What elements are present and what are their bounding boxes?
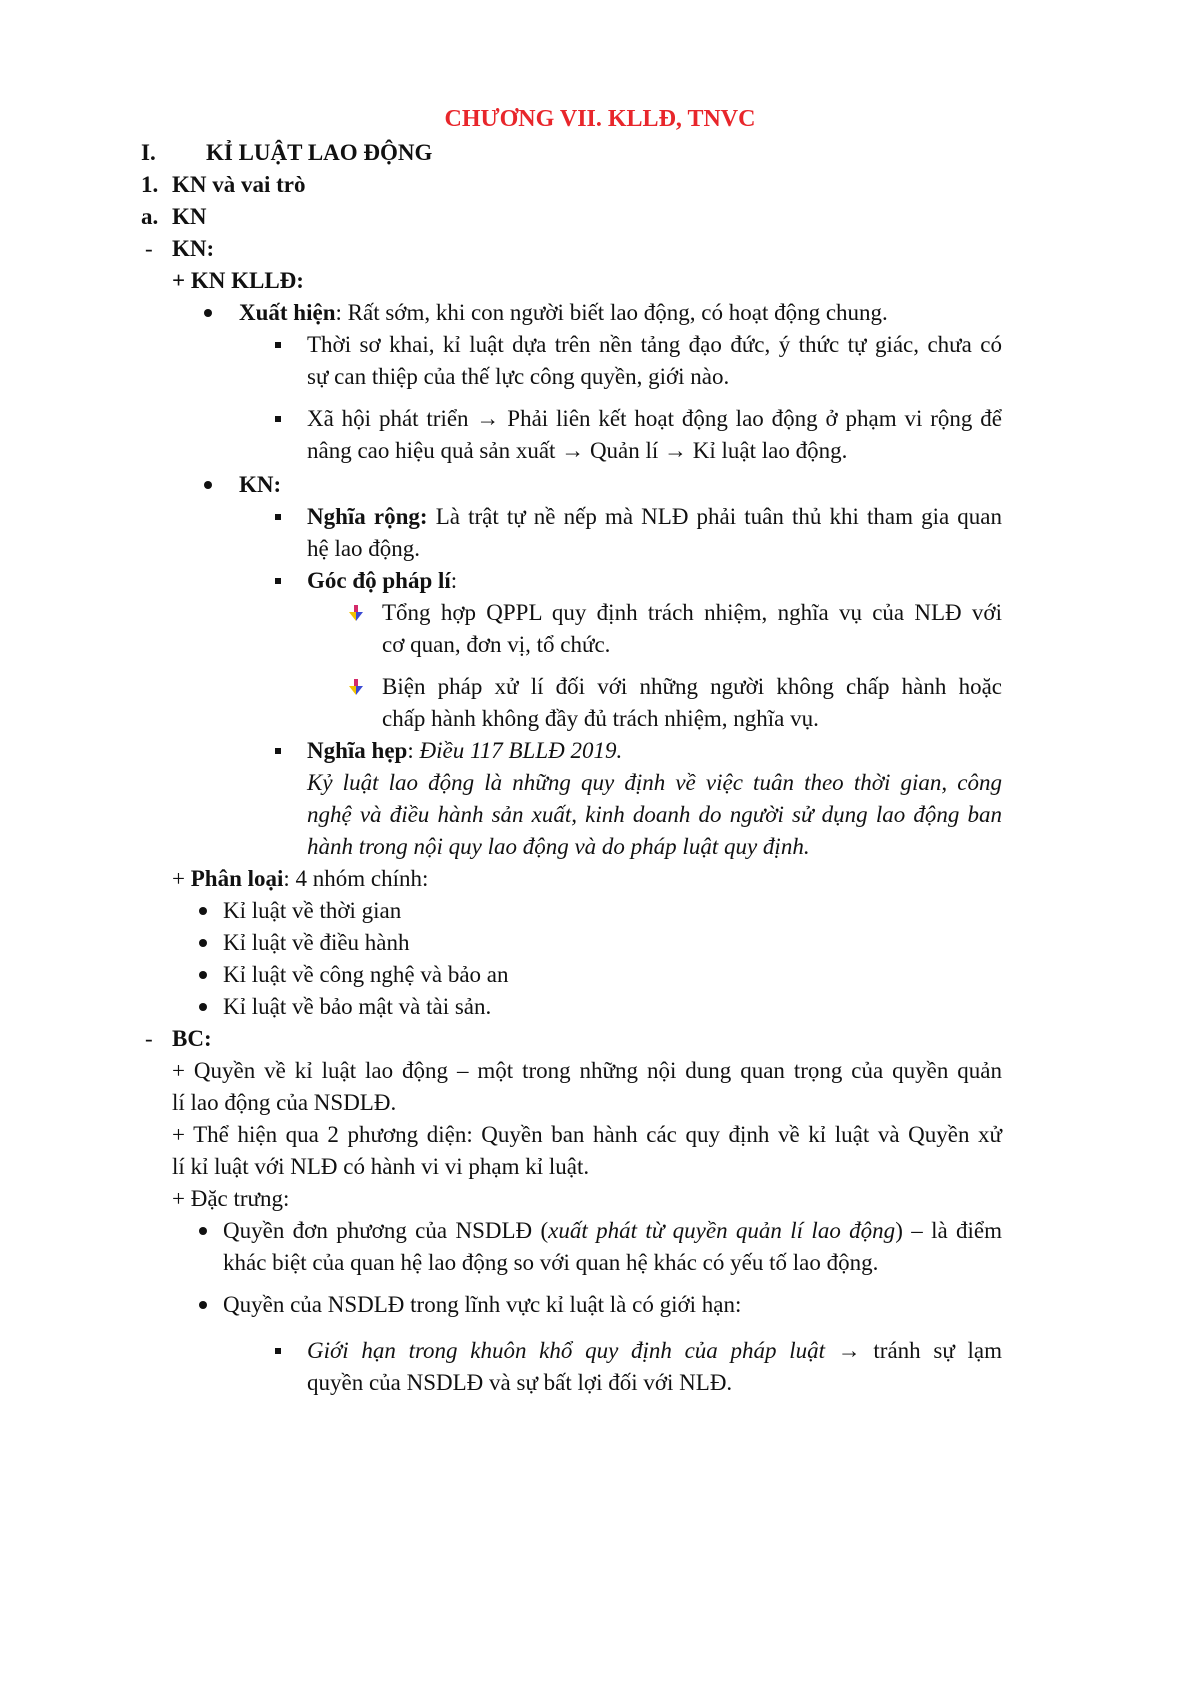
plus-marker: + [172, 866, 191, 891]
list-item: Kỉ luật về bảo mật và tài sản. [223, 994, 492, 1019]
subheading-text: KN [172, 204, 207, 229]
heading-text: KN và vai trò [172, 172, 306, 197]
square-bullet-icon [275, 342, 281, 348]
square-bullet-icon [275, 514, 281, 520]
kn-sub-label: KN: [239, 472, 282, 497]
disc-bullet-icon [199, 971, 207, 979]
paragraph-line: Xã hội phát triển → Phải liên kết hoạt động lao động ở phạm vi rộng để [307, 406, 1002, 431]
list-item: Kỉ luật về công nghệ và bảo an [223, 962, 509, 987]
nghia-hep-reference: Điều 117 BLLĐ 2019. [419, 738, 623, 763]
paragraph-line: cơ quan, đơn vị, tổ chức. [382, 632, 611, 657]
nghia-hep-line [307, 736, 622, 766]
nghia-hep-colon: : [407, 738, 420, 763]
dac-trung-line [223, 1216, 1002, 1246]
gioi-han-line [307, 1336, 1002, 1366]
nghia-rong-line [307, 502, 1002, 532]
arrow-down-bullet-icon [348, 604, 364, 622]
section-number: I. [141, 140, 156, 165]
list-item: Kỉ luật về thời gian [223, 898, 402, 923]
paragraph-line: nâng cao hiệu quả sản xuất → Quản lí → Kỉ luật lao động. [307, 438, 848, 463]
disc-bullet-icon [204, 309, 212, 317]
section-title: KỈ LUẬT LAO ĐỘNG [206, 140, 433, 165]
subheading-letter: a. [141, 204, 159, 229]
phan-loai-line [172, 864, 428, 894]
paragraph-line: sự can thiệp của thế lực công quyền, giới nào. [307, 364, 730, 389]
dash-marker: - [145, 236, 153, 261]
phan-loai-text: : 4 nhóm chính: [283, 866, 429, 891]
quote-line: hành trong nội quy lao động và do pháp luật quy định. [307, 834, 810, 859]
list-item: Kỉ luật về điều hành [223, 930, 410, 955]
kn-label: KN: [172, 236, 215, 261]
xuat-hien-line [239, 298, 888, 328]
paragraph-line: hệ lao động. [307, 536, 421, 561]
paragraph-line: + Thể hiện qua 2 phương diện: Quyền ban hành các quy định về kỉ luật và Quyền xử [172, 1122, 1002, 1147]
paragraph-line: chấp hành không đầy đủ trách nhiệm, nghĩa vụ. [382, 706, 819, 731]
gioi-han-text: → tránh sự lạm [825, 1338, 1002, 1363]
paragraph-line: Thời sơ khai, kỉ luật dựa trên nền tảng đạo đức, ý thức tự giác, chưa có [307, 332, 1002, 357]
paragraph-line: + Quyền về kỉ luật lao động – một trong những nội dung quan trọng của quyền quản [172, 1058, 1002, 1083]
paragraph-line: Biện pháp xử lí đối với những người không chấp hành hoặc [382, 674, 1002, 699]
paragraph-line: Tổng hợp QPPL quy định trách nhiệm, nghĩa vụ của NLĐ với [382, 600, 1002, 625]
goc-do-label: Góc độ pháp lí [307, 568, 451, 593]
square-bullet-icon [275, 748, 281, 754]
chapter-title: CHƯƠNG VII. KLLĐ, TNVC [444, 106, 756, 132]
paragraph-line: lí kỉ luật với NLĐ có hành vi vi phạm kỉ luật. [172, 1154, 590, 1179]
dac-trung-text: Quyền đơn phương của NSDLĐ ( [223, 1218, 549, 1243]
heading-number: 1. [141, 172, 159, 197]
square-bullet-icon [275, 416, 281, 422]
bc-label: BC: [172, 1026, 212, 1051]
quote-line: Kỷ luật lao động là những quy định về việc tuân theo thời gian, công [307, 770, 1002, 795]
goc-do-line [307, 566, 457, 596]
dac-trung-italic: xuất phát từ quyền quản lí lao động [548, 1218, 896, 1243]
nghia-rong-label: Nghĩa rộng: [307, 504, 428, 529]
disc-bullet-icon [199, 1227, 207, 1235]
xuat-hien-text: : Rất sớm, khi con người biết lao động, có hoạt động chung. [335, 300, 888, 325]
nghia-rong-text: Là trật tự nề nếp mà NLĐ phải tuân thủ khi tham gia quan [427, 504, 1003, 529]
phan-loai-label: Phân loại [190, 866, 284, 891]
dash-marker: - [145, 1026, 153, 1051]
disc-bullet-icon [204, 481, 212, 489]
paragraph-line: khác biệt của quan hệ lao động so với quan hệ khác có yếu tố lao động. [223, 1250, 879, 1275]
paragraph-line: quyền của NSDLĐ và sự bất lợi đối với NLĐ. [307, 1370, 733, 1395]
xuat-hien-label: Xuất hiện [239, 300, 336, 325]
disc-bullet-icon [199, 1301, 207, 1309]
disc-bullet-icon [199, 907, 207, 915]
disc-bullet-icon [199, 939, 207, 947]
gioi-han-italic: Giới hạn trong khuôn khổ quy định của pháp luật [307, 1338, 825, 1363]
disc-bullet-icon [199, 1003, 207, 1011]
goc-do-colon: : [450, 568, 458, 593]
square-bullet-icon [275, 1348, 281, 1354]
paragraph-line: Quyền của NSDLĐ trong lĩnh vực kỉ luật là có giới hạn: [223, 1292, 742, 1317]
paragraph-line: lí lao động của NSDLĐ. [172, 1090, 397, 1115]
quote-line: nghệ và điều hành sản xuất, kinh doanh do người sử dụng lao động ban [307, 802, 1002, 827]
kn-kllđ-label: + KN KLLĐ: [172, 268, 304, 293]
dac-trung-label: + Đặc trưng: [172, 1186, 290, 1211]
nghia-hep-label: Nghĩa hẹp [307, 738, 408, 763]
arrow-down-bullet-icon [348, 678, 364, 696]
square-bullet-icon [275, 578, 281, 584]
dac-trung-text-end: ) – là điểm [895, 1218, 1003, 1243]
